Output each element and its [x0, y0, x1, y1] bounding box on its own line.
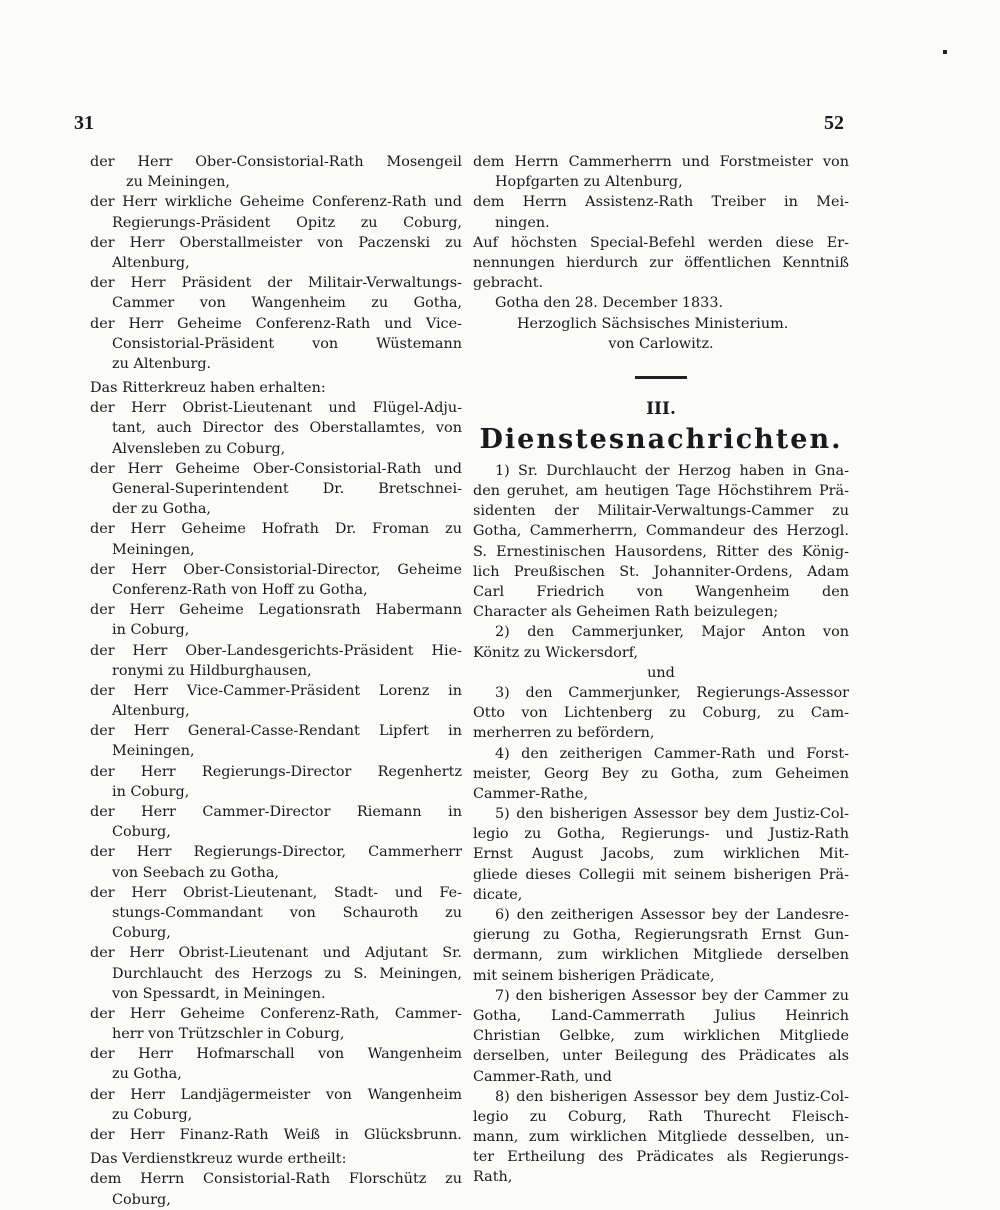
text-line: der Herr Finanz-Rath Weiß in Glücksbrunn. [90, 1127, 462, 1143]
text-line: dem Herrn Assistenz-Rath Treiber in Mei- [473, 194, 849, 211]
text-line: Character als Geheimen Rath beizulegen; [473, 604, 779, 621]
text-line: Gotha, Land-Cammerrath Julius Heinrich [473, 1007, 849, 1024]
page-number-left: 31 [74, 112, 94, 134]
text-line: der Herr Oberstallmeister von Paczenski zu [90, 234, 462, 251]
text-line: von Spessardt, in Meiningen. [112, 985, 326, 1002]
text-line: der Herr Ober-Consistorial-Director, Geheime [90, 561, 462, 578]
text-line: nennungen hierdurch zur öffentlichen Kenntniß [473, 254, 849, 271]
text-line: dermann, zum wirklichen Mitgliede derselben [473, 947, 849, 964]
text-line: in Coburg, [112, 622, 190, 639]
text-line: General-Superintendent Dr. Bretschnei- [112, 481, 462, 497]
text-line: Coburg, [112, 925, 171, 942]
text-line: Cammer-Rath, und [473, 1068, 612, 1085]
text-line: Rath, [473, 1169, 513, 1186]
text-line: Otto von Lichtenberg zu Coburg, zu Cam- [473, 705, 849, 722]
text-line: zu Coburg, [112, 1106, 193, 1123]
text-line: Durchlaucht des Herzogs zu S. Meiningen, [112, 965, 462, 982]
text-line: den geruhet, am heutigen Tage Höchstihrem Prä- [473, 483, 849, 500]
text-line: 4) den zeitherigen Cammer-Rath und Forst- [495, 745, 849, 762]
text-line: meister, Georg Bey zu Gotha, zum Geheimen [473, 765, 849, 782]
text-line: in Coburg, [112, 783, 190, 800]
text-line: gierung zu Gotha, Regierungsrath Ernst Gun- [473, 927, 849, 944]
text-line: der zu Gotha, [112, 501, 211, 518]
text-line: Könitz zu Wickersdorf, [473, 644, 639, 661]
text-line: sidenten der Militair-Verwaltungs-Cammer zu [473, 503, 849, 520]
text-line: Altenburg, [112, 254, 190, 271]
text-line: und [647, 664, 675, 681]
text-line: dicate, [473, 886, 523, 903]
text-line: der Herr Geheime Legationsrath Habermann [90, 602, 462, 619]
text-line: legio zu Coburg, Rath Thurecht Fleisch- [473, 1108, 849, 1125]
text-line: Christian Gelbke, zum wirklichen Mitgliede [473, 1028, 849, 1045]
section-number: III. [646, 398, 676, 419]
text-line: gliede dieses Collegii mit seinem bisherigen Prä- [473, 866, 849, 883]
text-line: dem Herrn Consistorial-Rath Florschütz zu [90, 1171, 462, 1188]
text-line: der Herr Ober-Landesgerichts-Präsident Hie- [90, 642, 462, 659]
text-line: Coburg, [112, 1191, 171, 1208]
text-line: 7) den bisherigen Assessor bey der Cammer zu [495, 987, 849, 1004]
text-line: Hopfgarten zu Altenburg, [495, 174, 683, 191]
text-line: der Herr Ober-Consistorial-Rath Mosengeil [90, 154, 462, 170]
text-line: dem Herrn Cammerherrn und Forstmeister von [473, 154, 849, 170]
text-line: von Seebach zu Gotha, [112, 864, 280, 881]
text-line: Altenburg, [112, 703, 190, 720]
text-line: 6) den zeitherigen Assessor bey der Landesre- [495, 907, 849, 923]
text-line: der Herr Geheime Conferenz-Rath, Cammer- [90, 1005, 462, 1022]
text-line: der Herr Obrist-Lieutenant und Adjutant Sr. [90, 945, 462, 962]
signature-name: von Carlowitz. [608, 335, 714, 352]
text-line: 3) den Cammerjunker, Regierungs-Assessor [495, 684, 849, 701]
section-heading: Dienstesnachrichten. [479, 423, 843, 455]
text-line: lich Preußischen St. Johanniter-Ordens, Adam [473, 563, 849, 580]
text-line: der Herr Obrist-Lieutenant und Flügel-Adju- [90, 400, 462, 417]
text-line: Coburg, [112, 824, 171, 841]
text-line: Consistorial-Präsident von Wüstemann [112, 335, 462, 352]
date-line: Gotha den 28. December 1833. [495, 295, 724, 312]
text-line: merherren zu befördern, [473, 725, 655, 742]
text-line: herr von Trützschler in Coburg, [112, 1026, 345, 1043]
text-line: Meiningen, [112, 743, 195, 760]
text-line: der Herr General-Casse-Rendant Lipfert in [90, 723, 462, 740]
text-line: ronymi zu Hildburghausen, [112, 662, 312, 679]
text-line: zu Meiningen, [126, 174, 230, 191]
section-label: Das Verdienstkreuz wurde ertheilt: [90, 1151, 347, 1168]
text-line: mit seinem bisherigen Prädicate, [473, 967, 715, 984]
text-line: der Herr Präsident der Militair-Verwaltungs- [90, 275, 462, 292]
text-line: zu Gotha, [112, 1066, 182, 1083]
text-line: Gotha, Cammerherrn, Commandeur des Herzogl. [473, 523, 849, 540]
text-line: der Herr Geheime Ober-Consistorial-Rath und [90, 460, 462, 477]
text-line: 5) den bisherigen Assessor bey dem Justiz-Col- [495, 806, 849, 823]
text-line: legio zu Gotha, Regierungs- und Justiz-Rath [473, 826, 849, 843]
divider-rule [635, 376, 687, 379]
text-line: der Herr Obrist-Lieutenant, Stadt- und Fe- [90, 884, 462, 901]
text-line: mann, zum wirklichen Mitgliede desselben, un- [473, 1129, 849, 1146]
left-column [90, 152, 462, 1210]
text-line: stungs-Commandant von Schauroth zu [112, 904, 462, 921]
text-line: ter Ertheilung des Prädicates als Regierungs- [473, 1149, 849, 1166]
text-line: der Herr Regierungs-Director Regenhertz [90, 763, 462, 780]
text-line: tant, auch Director des Oberstallamtes, von [112, 420, 462, 437]
text-line: S. Ernestinischen Hausordens, Ritter des König- [473, 543, 849, 560]
text-line: gebracht. [473, 275, 544, 292]
text-line: 1) Sr. Durchlaucht der Herzog haben in Gna- [495, 462, 849, 479]
text-line: Auf höchsten Special-Befehl werden diese Er- [473, 234, 849, 251]
text-line: Cammer-Rathe, [473, 785, 589, 802]
text-line: der Herr Vice-Cammer-Präsident Lorenz in [90, 682, 462, 699]
text-line: Conferenz-Rath von Hoff zu Gotha, [112, 581, 368, 598]
text-line: der Herr Hofmarschall von Wangenheim [90, 1046, 462, 1063]
text-line: Cammer von Wangenheim zu Gotha, [112, 295, 462, 312]
text-line: Meiningen, [112, 541, 195, 558]
text-line: der Herr Geheime Hofrath Dr. Froman zu [90, 521, 462, 538]
text-line: der Herr Landjägermeister von Wangenheim [90, 1086, 462, 1103]
text-line: zu Altenburg. [112, 355, 212, 372]
ink-speck [943, 50, 947, 54]
signature-ministry: Herzoglich Sächsisches Ministerium. [517, 315, 789, 332]
right-column [473, 152, 849, 1188]
text-line: Alvensleben zu Coburg, [112, 440, 286, 457]
section-label: Das Ritterkreuz haben erhalten: [90, 380, 326, 397]
text-line: der Herr Cammer-Director Riemann in [90, 804, 462, 820]
text-line: der Herr wirkliche Geheime Conferenz-Rath und [90, 194, 462, 211]
text-line: derselben, unter Beilegung des Prädicates als [473, 1048, 849, 1065]
page-number-right: 52 [824, 112, 844, 134]
text-line: ningen. [495, 214, 550, 231]
text-line: Carl Friedrich von Wangenheim den [473, 584, 849, 600]
text-line: der Herr Regierungs-Director, Cammerherr [90, 844, 462, 861]
text-line: der Herr Geheime Conferenz-Rath und Vice- [90, 315, 462, 332]
text-line: 8) den bisherigen Assessor bey dem Justiz-Col- [495, 1088, 849, 1105]
text-line: Regierungs-Präsident Opitz zu Coburg, [112, 214, 462, 231]
text-line: 2) den Cammerjunker, Major Anton von [495, 624, 849, 641]
text-line: Ernst August Jacobs, zum wirklichen Mit- [473, 846, 849, 863]
